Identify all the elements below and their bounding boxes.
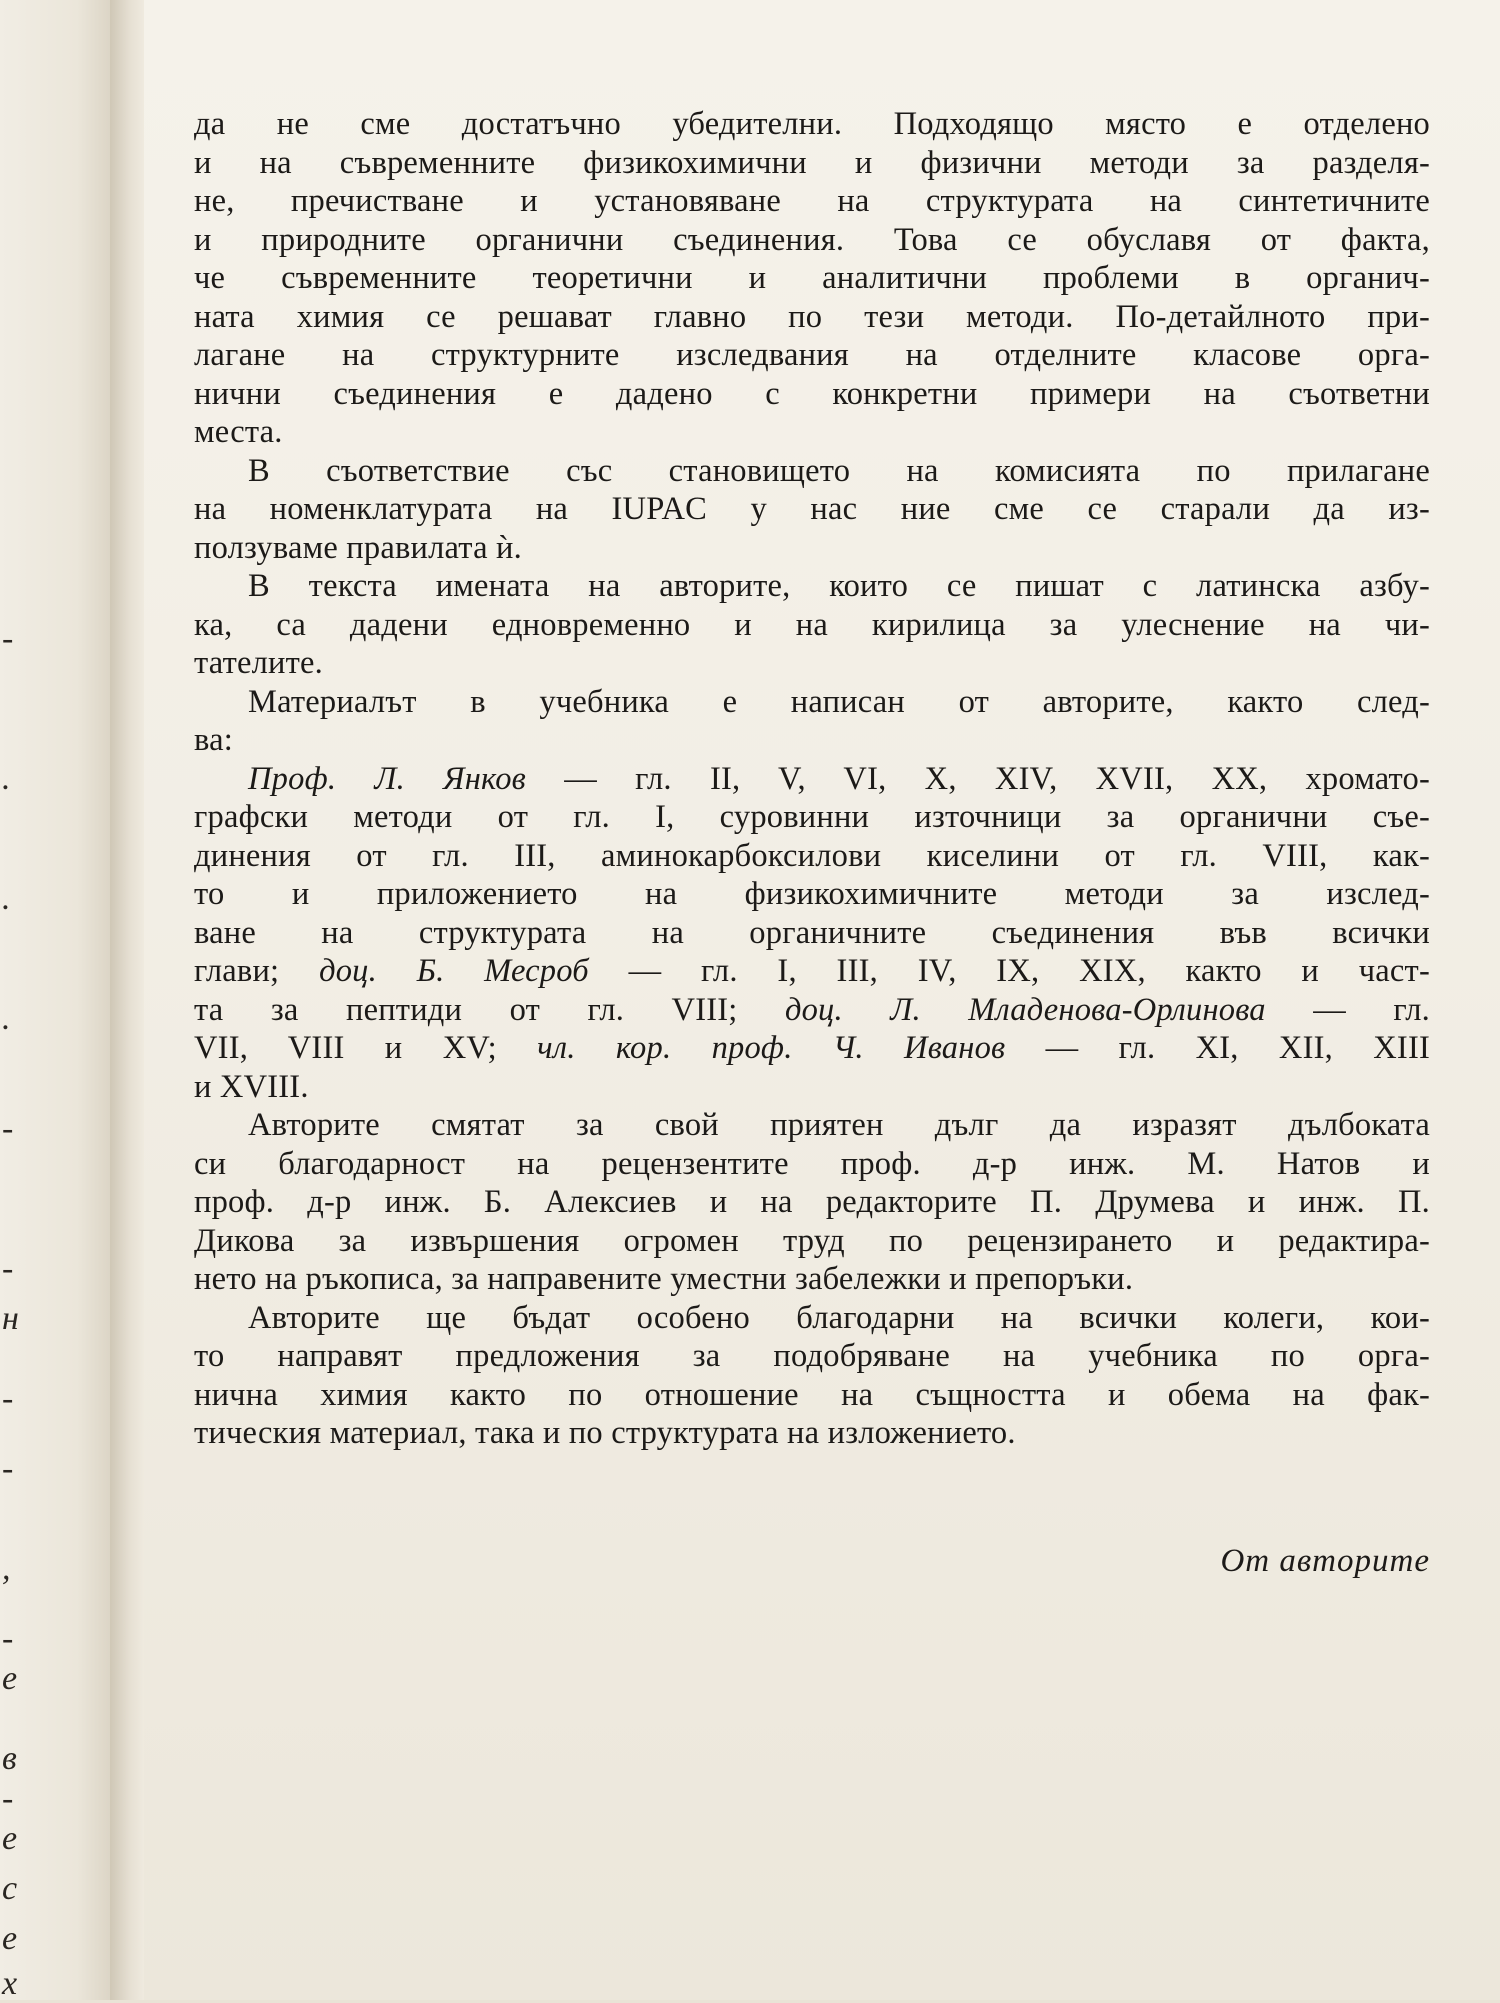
edge-mark: . [2, 1000, 11, 1037]
facing-page-text-fragments [0, 0, 40, 2000]
edge-mark: - [2, 1380, 14, 1417]
paragraph [194, 683, 1430, 760]
paragraph [194, 567, 1430, 683]
book-page [144, 0, 1500, 2000]
text-line: та за пептиди от гл. VIII; доц. Л. Младенова-Орлинова — гл. [194, 991, 1430, 1028]
edge-mark: с [2, 1870, 18, 1907]
text-line: че съвременните теоретични и аналитични проблеми в органич- [194, 260, 1430, 296]
edge-mark: - [2, 1620, 14, 1657]
edge-mark: - [2, 1110, 14, 1147]
text-line: ва: [194, 722, 233, 758]
paragraph [194, 760, 1430, 1107]
text-line: В текста имената на авторите, които се пишат с латинска азбу- [248, 568, 1430, 604]
edge-mark: . [2, 760, 11, 797]
paragraph [194, 105, 1430, 452]
book-gutter [110, 0, 144, 2000]
text-line: ната химия се решават главно по тези методи. По-детайлното при- [194, 298, 1430, 335]
text-line: и XVIII. [194, 1068, 309, 1105]
text-line: глави; доц. Б. Месроб — гл. I, III, IV, IX, XIX, както и част- [194, 953, 1430, 989]
text-line: Материалът в учебника е написан от авторите, както след- [248, 683, 1430, 720]
text-line: тателите. [194, 645, 323, 681]
edge-mark: - [2, 1780, 14, 1817]
text-line: динения от гл. III, аминокарбоксилови киселини от гл. VIII, как- [194, 837, 1430, 874]
text-line: то направят предложения за подобряване на учебника по орга- [194, 1338, 1430, 1374]
text-line: Проф. Л. Янков — гл. II, V, VI, X, XIV, XVII, XX, хромато- [248, 760, 1430, 797]
text-line: да не сме достатъчно убедителни. Подходящо място е отделено [194, 106, 1430, 142]
text-line: ползуваме правилата ѝ. [194, 529, 522, 566]
text-line: и природните органични съединения. Това се обуславя от факта, [194, 221, 1430, 258]
edge-mark: . [2, 880, 11, 917]
text-line: ка, са дадени едновременно и на кирилица за улеснение на чи- [194, 606, 1430, 643]
edge-mark: е [2, 1820, 18, 1857]
text-line: Авторите ще бъдат особено благодарни на всички колеги, кои- [248, 1299, 1430, 1336]
text-line: Дикова за извършения огромен труд по рецензирането и редактира- [194, 1222, 1430, 1259]
text-line: В съответствие със становището на комисията по прилагане [248, 452, 1430, 489]
text-line: на номенклатурата на IUPAC у нас ние сме се старали да из- [194, 491, 1430, 527]
text-line: проф. д-р инж. Б. Алексиев и на редакторите П. Друмева и инж. П. [194, 1184, 1430, 1220]
edge-mark: н [2, 1300, 19, 1337]
text-line: лагане на структурните изследвания на отделните класове орга- [194, 337, 1430, 373]
text-line: нични съединения е дадено с конкретни примери на съответни [194, 375, 1430, 412]
edge-mark: - [2, 620, 14, 657]
text-line: не, пречистване и установяване на структурата на синтетичните [194, 183, 1430, 219]
edge-mark: е [2, 1920, 18, 1957]
text-line: VII, VIII и XV; чл. кор. проф. Ч. Иванов — гл. XI, XII, XIII [194, 1030, 1430, 1066]
text-line: нична химия както по отношение на същността и обема на фак- [194, 1376, 1430, 1413]
text-line: и на съвременните физикохимични и физични методи за разделя- [194, 144, 1430, 181]
paragraph [194, 1299, 1430, 1453]
text-line: то и приложението на физикохимичните методи за изслед- [194, 876, 1430, 912]
text-line: Авторите смятат за свой приятен дълг да изразят дълбоката [248, 1107, 1430, 1143]
edge-mark: в [2, 1740, 17, 1777]
text-line: места. [194, 414, 283, 450]
edge-mark: е [2, 1660, 18, 1697]
text-line: си благодарност на рецензентите проф. д-р инж. М. Натов и [194, 1145, 1430, 1182]
text-line: тическия материал, така и по структурата на изложението. [194, 1415, 1016, 1451]
signature: От авторите [1220, 1543, 1430, 1579]
edge-mark: х [2, 1965, 18, 2002]
edge-mark: - [2, 1250, 14, 1287]
text-line: ване на структурата на органичните съединения във всички [194, 914, 1430, 951]
paragraph [194, 452, 1430, 568]
body-text [194, 105, 1430, 1453]
text-line: нето на ръкописа, за направените уместни забележки и препоръки. [194, 1261, 1134, 1297]
edge-mark: - [2, 1450, 14, 1487]
edge-mark: , [2, 1550, 11, 1587]
text-line: графски методи от гл. I, суровинни източници за органични съе- [194, 799, 1430, 835]
paragraph [194, 1106, 1430, 1299]
